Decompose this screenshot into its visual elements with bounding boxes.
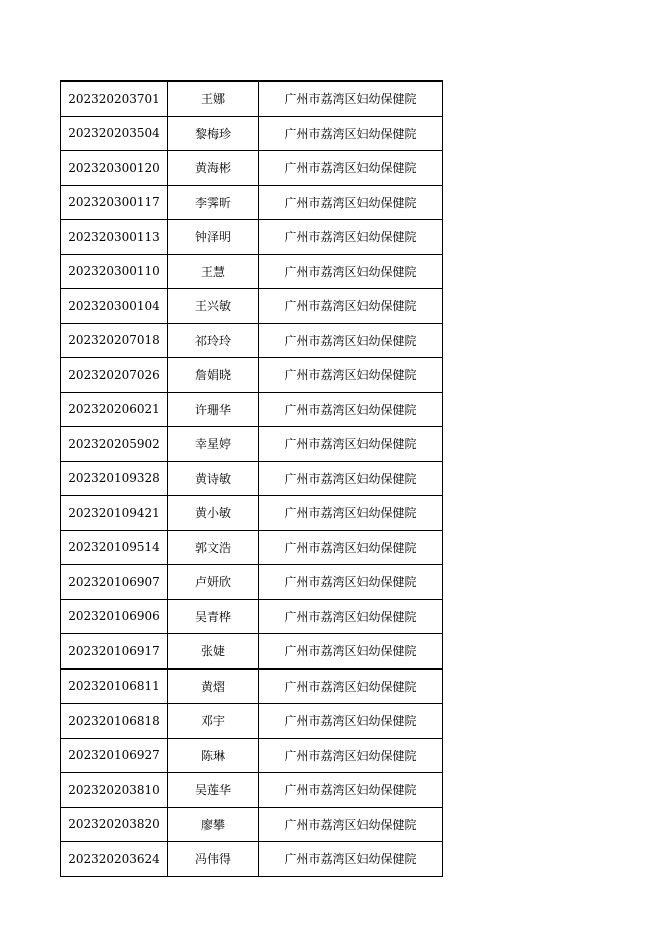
name-cell: 幸星婷: [168, 427, 259, 462]
name-cell: 黎梅珍: [168, 116, 259, 151]
table-row: [61, 151, 443, 186]
table-row: [61, 392, 443, 427]
table-row: [61, 116, 443, 151]
table-row: [61, 565, 443, 600]
name-cell: 邓宇: [168, 704, 259, 739]
table-row: [61, 634, 443, 669]
id-cell: 202320207026: [61, 358, 168, 393]
org-cell: 广州市荔湾区妇幼保健院: [259, 254, 443, 289]
name-cell: 黄海彬: [168, 151, 259, 186]
org-cell: 广州市荔湾区妇幼保健院: [259, 773, 443, 808]
id-cell: 202320300113: [61, 220, 168, 255]
org-cell: 广州市荔湾区妇幼保健院: [259, 530, 443, 565]
id-cell: 202320300110: [61, 254, 168, 289]
org-cell: 广州市荔湾区妇幼保健院: [259, 427, 443, 462]
org-cell: 广州市荔湾区妇幼保健院: [259, 392, 443, 427]
table-row: [61, 773, 443, 808]
table-row: [61, 81, 443, 116]
org-cell: 广州市荔湾区妇幼保健院: [259, 565, 443, 600]
org-cell: 广州市荔湾区妇幼保健院: [259, 151, 443, 186]
org-cell: 广州市荔湾区妇幼保健院: [259, 738, 443, 773]
id-cell: 202320203810: [61, 773, 168, 808]
name-cell: 卢妍欣: [168, 565, 259, 600]
table-row: [61, 807, 443, 842]
table-row: [61, 323, 443, 358]
name-cell: 黄熠: [168, 669, 259, 704]
id-cell: 202320203701: [61, 81, 168, 116]
name-cell: 王慧: [168, 254, 259, 289]
table-row: [61, 669, 443, 704]
org-cell: 广州市荔湾区妇幼保健院: [259, 81, 443, 116]
id-cell: 202320203504: [61, 116, 168, 151]
org-cell: 广州市荔湾区妇幼保健院: [259, 358, 443, 393]
name-cell: 黄诗敏: [168, 461, 259, 496]
table-row: [61, 289, 443, 324]
id-cell: 202320203624: [61, 842, 168, 877]
id-cell: 202320300120: [61, 151, 168, 186]
id-cell: 202320106906: [61, 599, 168, 634]
org-cell: 广州市荔湾区妇幼保健院: [259, 807, 443, 842]
org-cell: 广州市荔湾区妇幼保健院: [259, 599, 443, 634]
id-cell: 202320109328: [61, 461, 168, 496]
table-row: [61, 842, 443, 877]
name-cell: 吴青桦: [168, 599, 259, 634]
table-row: [61, 185, 443, 220]
id-cell: 202320106907: [61, 565, 168, 600]
org-cell: 广州市荔湾区妇幼保健院: [259, 496, 443, 531]
name-cell: 王娜: [168, 81, 259, 116]
table-row: [61, 738, 443, 773]
org-cell: 广州市荔湾区妇幼保健院: [259, 842, 443, 877]
name-cell: 王兴敏: [168, 289, 259, 324]
org-cell: 广州市荔湾区妇幼保健院: [259, 634, 443, 669]
table-row: [61, 427, 443, 462]
name-cell: 钟泽明: [168, 220, 259, 255]
name-cell: 郭文浩: [168, 530, 259, 565]
name-cell: 詹娟晓: [168, 358, 259, 393]
id-cell: 202320106917: [61, 634, 168, 669]
table-row: [61, 704, 443, 739]
id-cell: 202320106811: [61, 669, 168, 704]
table-row: [61, 220, 443, 255]
table-row: [61, 254, 443, 289]
id-cell: 202320205902: [61, 427, 168, 462]
name-cell: 许珊华: [168, 392, 259, 427]
name-cell: 张婕: [168, 634, 259, 669]
id-cell: 202320109514: [61, 530, 168, 565]
id-cell: 202320109421: [61, 496, 168, 531]
id-cell: 202320106818: [61, 704, 168, 739]
id-cell: 202320203820: [61, 807, 168, 842]
table-row: [61, 599, 443, 634]
org-cell: 广州市荔湾区妇幼保健院: [259, 323, 443, 358]
org-cell: 广州市荔湾区妇幼保健院: [259, 220, 443, 255]
id-cell: 202320300104: [61, 289, 168, 324]
id-cell: 202320300117: [61, 185, 168, 220]
id-cell: 202320206021: [61, 392, 168, 427]
id-cell: 202320207018: [61, 323, 168, 358]
id-cell: 202320106927: [61, 738, 168, 773]
org-cell: 广州市荔湾区妇幼保健院: [259, 461, 443, 496]
name-cell: 廖攀: [168, 807, 259, 842]
name-cell: 祁玲玲: [168, 323, 259, 358]
name-cell: 吴莲华: [168, 773, 259, 808]
roster-table: [60, 80, 443, 877]
org-cell: 广州市荔湾区妇幼保健院: [259, 289, 443, 324]
name-cell: 李霁昕: [168, 185, 259, 220]
name-cell: 黄小敏: [168, 496, 259, 531]
org-cell: 广州市荔湾区妇幼保健院: [259, 669, 443, 704]
name-cell: 冯伟得: [168, 842, 259, 877]
table-row: [61, 530, 443, 565]
table-row: [61, 358, 443, 393]
table-row: [61, 461, 443, 496]
org-cell: 广州市荔湾区妇幼保健院: [259, 704, 443, 739]
table-row: [61, 496, 443, 531]
roster-table-body: [61, 81, 443, 876]
org-cell: 广州市荔湾区妇幼保健院: [259, 116, 443, 151]
org-cell: 广州市荔湾区妇幼保健院: [259, 185, 443, 220]
name-cell: 陈琳: [168, 738, 259, 773]
